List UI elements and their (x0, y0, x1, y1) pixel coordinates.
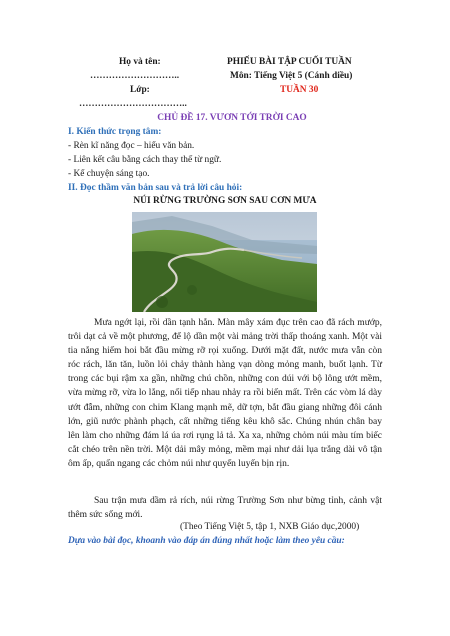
name-label: Họ và tên: (119, 57, 161, 67)
subject-line: Môn: Tiếng Việt 5 (Cánh diều) (230, 71, 353, 81)
section-1-item: - Rèn kĩ năng đọc – hiểu văn bản. (68, 141, 195, 151)
sheet-title: PHIẾU BÀI TẬP CUỐI TUẦN (227, 57, 352, 67)
week-label: TUẦN 30 (280, 85, 319, 95)
section-1-item: - Kể chuyện sáng tạo. (68, 169, 150, 179)
class-blank: …………………………….. (79, 99, 187, 109)
name-blank: ……………………….. (90, 71, 180, 81)
passage-paragraph-2: Sau trận mưa dầm rả rích, núi rừng Trường Sơn như bừng tỉnh, cảnh vật thêm sức sống mới. (68, 496, 382, 521)
class-label: Lớp: (130, 85, 150, 95)
section-1-heading: I. Kiến thức trọng tâm: (68, 127, 162, 137)
topic-title: CHỦ ĐỀ 17. VƯƠN TỚI TRỜI CAO (157, 113, 307, 123)
instruction-text: Dựa vào bài đọc, khoanh vào đáp án đúng nhất hoặc làm theo yêu cầu: (68, 536, 345, 546)
section-2-heading: II. Đọc thầm văn bản sau và trả lời câu hỏi: (68, 183, 243, 193)
section-1-item: - Liên kết câu bằng cách thay thế từ ngữ. (68, 155, 222, 165)
passage-paragraph-1: Mưa ngớt lại, rồi dần tạnh hẳn. Màn mây xám đục trên cao đã rách mướp, trôi dạt cả về một phương, để lộ dần một vài mảng trời thấp thoáng xanh. Một vài tia nắng hiếm hoi bắt đầu mừng rỡ rọi xuống. Dưới mặt đất, nước mưa vẫn còn róc rách, lăn tăn, luồn lỏi chảy thành hàng vạn dòng mỏng manh, buốt lạnh. Từ trong các bụi rậm xa gần, những chú chồn, những con dúi với bộ lông ướt mềm, vừa mừng rỡ, vừa lo lắng, nối tiếp nhau nhảy ra rồi biến mất. Trên các vòm lá dày ướt đẫm, những con chim Klang mạnh mẽ, dữ tợn, bắt đầu giang những đôi cánh lớn, giũ nước phành phạch, cất những tiếng kêu khô sắc. Chúng nhún chân bay lên làm cho những đám lá úa rơi rụng lả tả. Xa xa, những chỏm núi màu tím biếc cắt chéo trên nền trời. Một dải mây mỏng, mềm mại như dải lụa trắng dài vô tận ôm ấp, quấn ngang các chỏm núi như quyến luyến bịn rịn. (68, 318, 382, 469)
reading-title: NÚI RỪNG TRƯỜNG SƠN SAU CƠN MƯA (133, 196, 317, 206)
passage-source: (Theo Tiếng Việt 5, tập 1, NXB Giáo dục,2000) (180, 522, 360, 532)
mountain-road-photo (132, 212, 317, 312)
